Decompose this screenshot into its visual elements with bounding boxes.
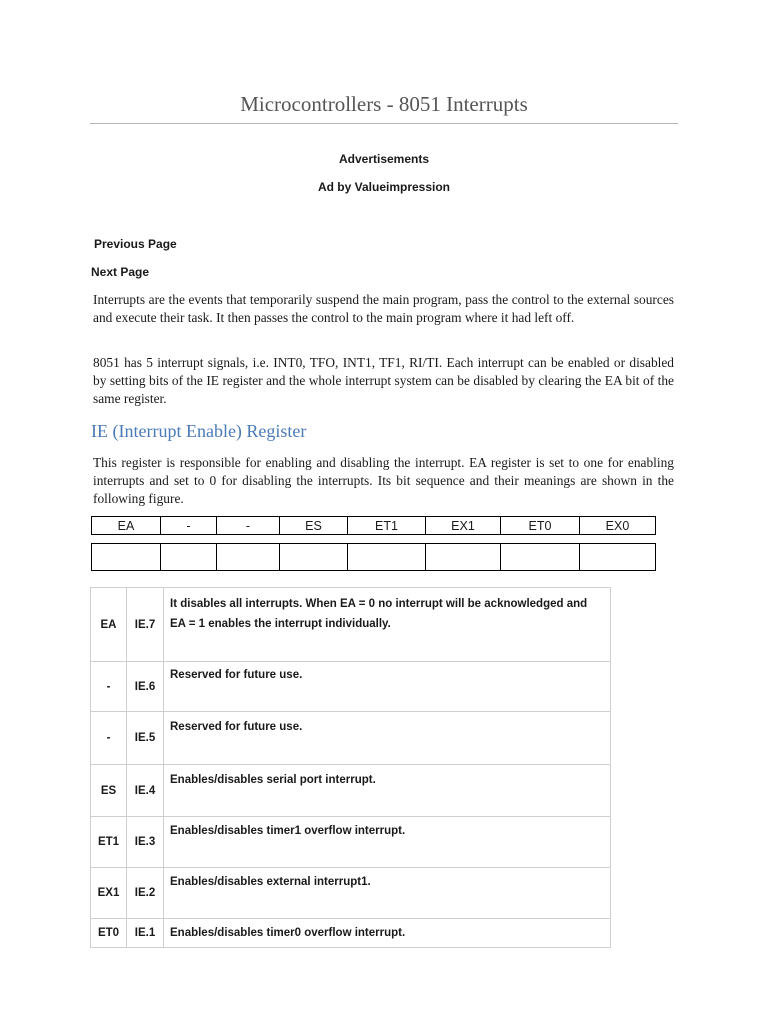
table-row [91, 662, 611, 712]
table-row [91, 868, 611, 919]
bit-cell: - [217, 517, 280, 535]
intro-paragraph-1: Interrupts are the events that temporarily suspend the main program, pass the control to the external sources and execute their task. It then passes the control to the main program where it had left off. [93, 292, 674, 325]
bit-description-cell: Enables/disables serial port interrupt. [164, 765, 611, 817]
bit-position-cell: IE.2 [127, 868, 164, 919]
bit-values-row [92, 544, 656, 571]
empty-bit-cell [501, 544, 580, 571]
bit-names-row [92, 517, 656, 535]
empty-bit-cell [426, 544, 501, 571]
bit-name-cell: ET1 [91, 817, 127, 868]
bit-name-cell: - [91, 662, 127, 712]
page-title: Microcontrollers - 8051 Interrupts [240, 92, 528, 116]
bit-position-cell: IE.1 [127, 919, 164, 948]
bit-name-cell: - [91, 712, 127, 765]
bit-position-cell: IE.7 [127, 588, 164, 662]
bit-cell: ET0 [501, 517, 580, 535]
bit-description-cell: Reserved for future use. [164, 662, 611, 712]
table-row [91, 712, 611, 765]
bit-description-cell: Enables/disables timer0 overflow interrupt. [164, 919, 611, 948]
ie-bit-description-table [90, 587, 611, 948]
bit-name-cell: EX1 [91, 868, 127, 919]
ie-bit-values-table [91, 543, 656, 571]
table-row [91, 817, 611, 868]
advertisements-label: Advertisements [338, 152, 430, 166]
empty-bit-cell [92, 544, 161, 571]
bit-cell: - [161, 517, 217, 535]
section-heading: IE (Interrupt Enable) Register [91, 421, 307, 441]
bit-cell: ET1 [348, 517, 426, 535]
ie-bit-sequence-table [91, 516, 656, 535]
empty-bit-cell [161, 544, 217, 571]
ad-by-label[interactable]: Ad by Valueimpression [317, 180, 451, 194]
bit-cell: ES [280, 517, 348, 535]
empty-bit-cell [580, 544, 656, 571]
bit-description-cell: Enables/disables external interrupt1. [164, 868, 611, 919]
table-row [91, 588, 611, 662]
bit-name-cell: EA [91, 588, 127, 662]
bit-description-cell: Reserved for future use. [164, 712, 611, 765]
bit-cell: EX1 [426, 517, 501, 535]
bit-position-cell: IE.3 [127, 817, 164, 868]
bit-position-cell: IE.4 [127, 765, 164, 817]
intro-paragraph-2: 8051 has 5 interrupt signals, i.e. INT0, TFO, INT1, TF1, RI/TI. Each interrupt can be enabled or disabled by setting bits of the IE register and the whole interrupt system can be disabled by clearing the EA bit of the same register. [93, 355, 674, 406]
empty-bit-cell [348, 544, 426, 571]
bit-position-cell: IE.6 [127, 662, 164, 712]
empty-bit-cell [280, 544, 348, 571]
bit-name-cell: ES [91, 765, 127, 817]
bit-position-cell: IE.5 [127, 712, 164, 765]
title-divider [90, 123, 678, 124]
bit-description-cell: It disables all interrupts. When EA = 0 no interrupt will be acknowledged and EA = 1 enables the interrupt individually. [164, 588, 611, 662]
bit-description-cell: Enables/disables timer1 overflow interrupt. [164, 817, 611, 868]
bit-cell: EA [92, 517, 161, 535]
next-page-link[interactable]: Next Page [91, 265, 150, 279]
bit-name-cell: ET0 [91, 919, 127, 948]
empty-bit-cell [217, 544, 280, 571]
previous-page-link[interactable]: Previous Page [94, 237, 177, 251]
ie-register-paragraph: This register is responsible for enabling and disabling the interrupt. EA register is set to one for enabling interrupts and set to 0 for disabling the interrupts. Its bit sequence and their meanings are shown in the following figure. [93, 455, 674, 506]
table-row [91, 919, 611, 948]
table-row [91, 765, 611, 817]
bit-cell: EX0 [580, 517, 656, 535]
